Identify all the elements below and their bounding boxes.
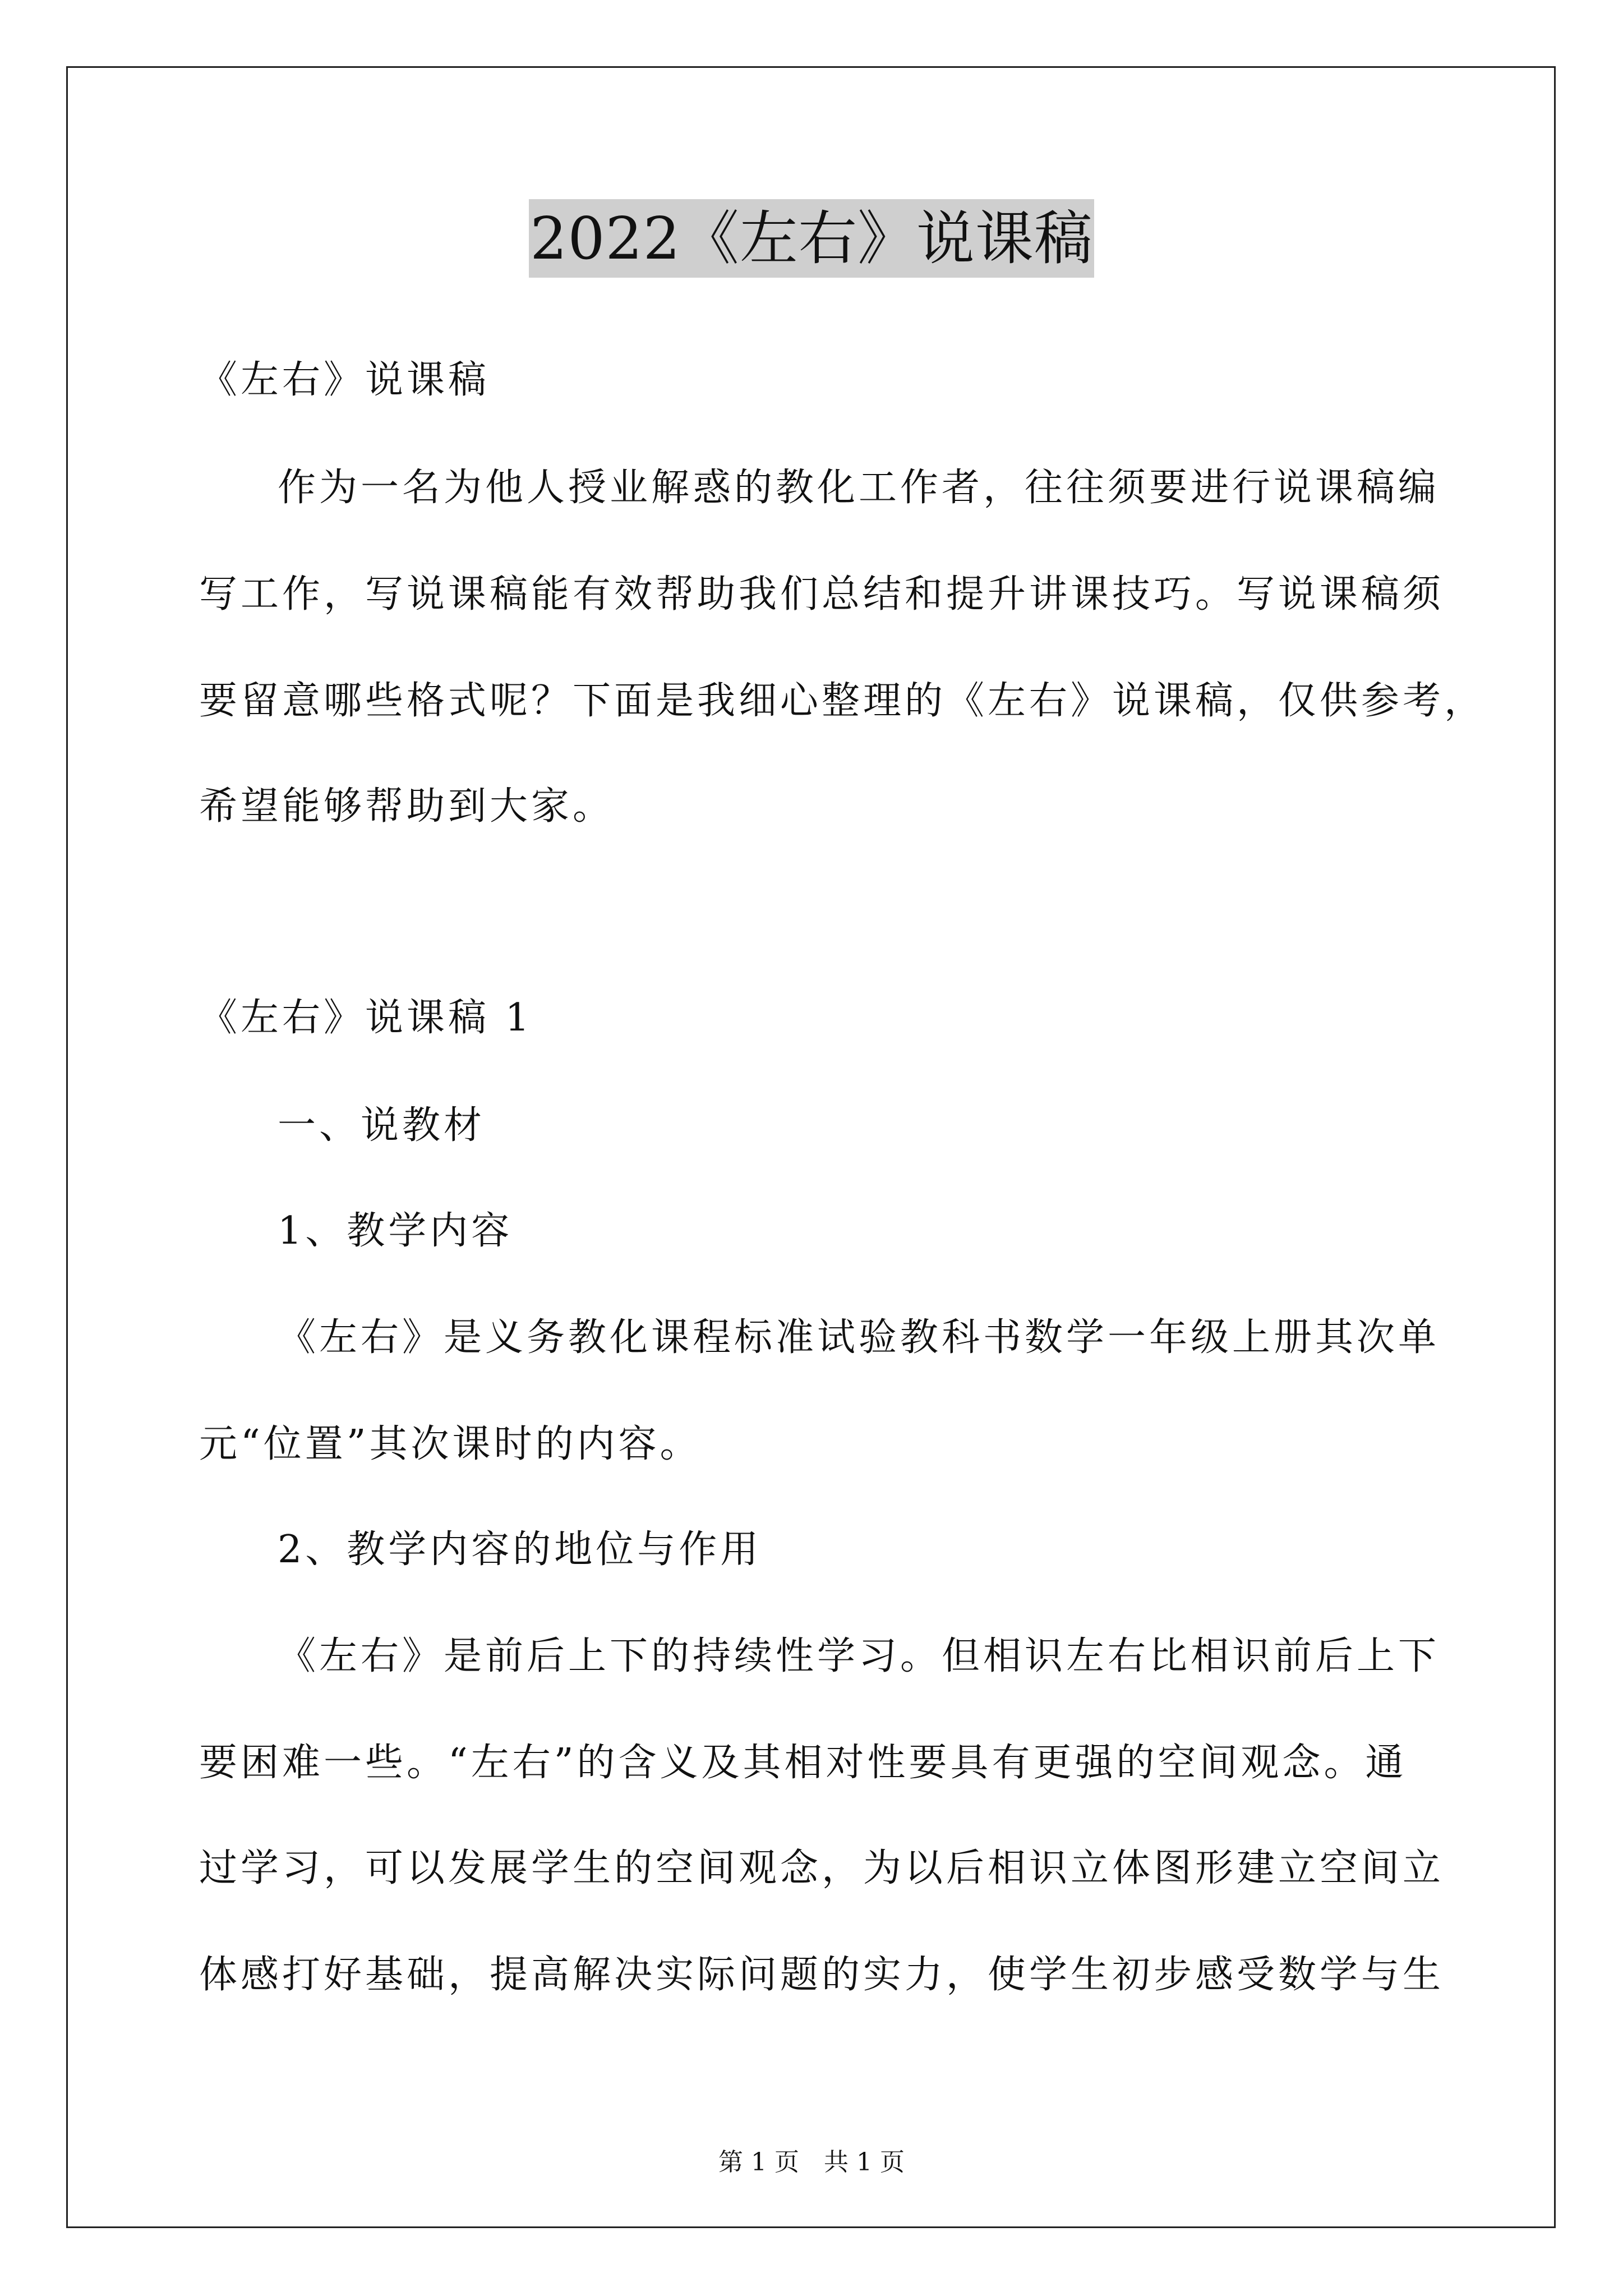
item1-heading: 1、教学内容 — [278, 1209, 513, 1253]
item1-line-2: 元“位置”其次课时的内容。 — [199, 1422, 702, 1466]
item2-line-4: 体感打好基础，提高解决实际问题的实力，使学生初步感受数学与生 — [199, 1953, 1445, 1997]
item2-line-3: 过学习，可以发展学生的空间观念，为以后相识立体图形建立空间立 — [199, 1846, 1445, 1890]
item1-line-1: 《左右》是义务教化课程标准试验教科书数学一年级上册其次单 — [278, 1315, 1440, 1360]
intro-line-1: 作为一名为他人授业解惑的教化工作者，往往须要进行说课稿编 — [278, 466, 1440, 510]
item2-heading: 2、教学内容的地位与作用 — [278, 1527, 762, 1572]
intro-line-3: 要留意哪些格式呢？下面是我细心整理的《左右》说课稿，仅供参考， — [199, 679, 1486, 723]
title-container — [0, 199, 1623, 278]
item2-line-1: 《左右》是前后上下的持续性学习。但相识左右比相识前后上下 — [278, 1634, 1440, 1678]
subtitle: 《左右》说课稿 — [199, 358, 490, 402]
document-title: 2022《左右》说课稿 — [529, 199, 1094, 278]
intro-line-4: 希望能够帮助到大家。 — [199, 784, 615, 829]
section-heading: 《左右》说课稿 1 — [199, 996, 533, 1040]
item2-line-2: 要困难一些。“左右”的含义及其相对性要具有更强的空间观念。通 — [199, 1741, 1407, 1785]
intro-line-2: 写工作，写说课稿能有效帮助我们总结和提升讲课技巧。写说课稿须 — [199, 572, 1445, 616]
part-heading: 一、说教材 — [278, 1103, 486, 1148]
page-footer: 第 1 页 共 1 页 — [718, 2148, 905, 2177]
